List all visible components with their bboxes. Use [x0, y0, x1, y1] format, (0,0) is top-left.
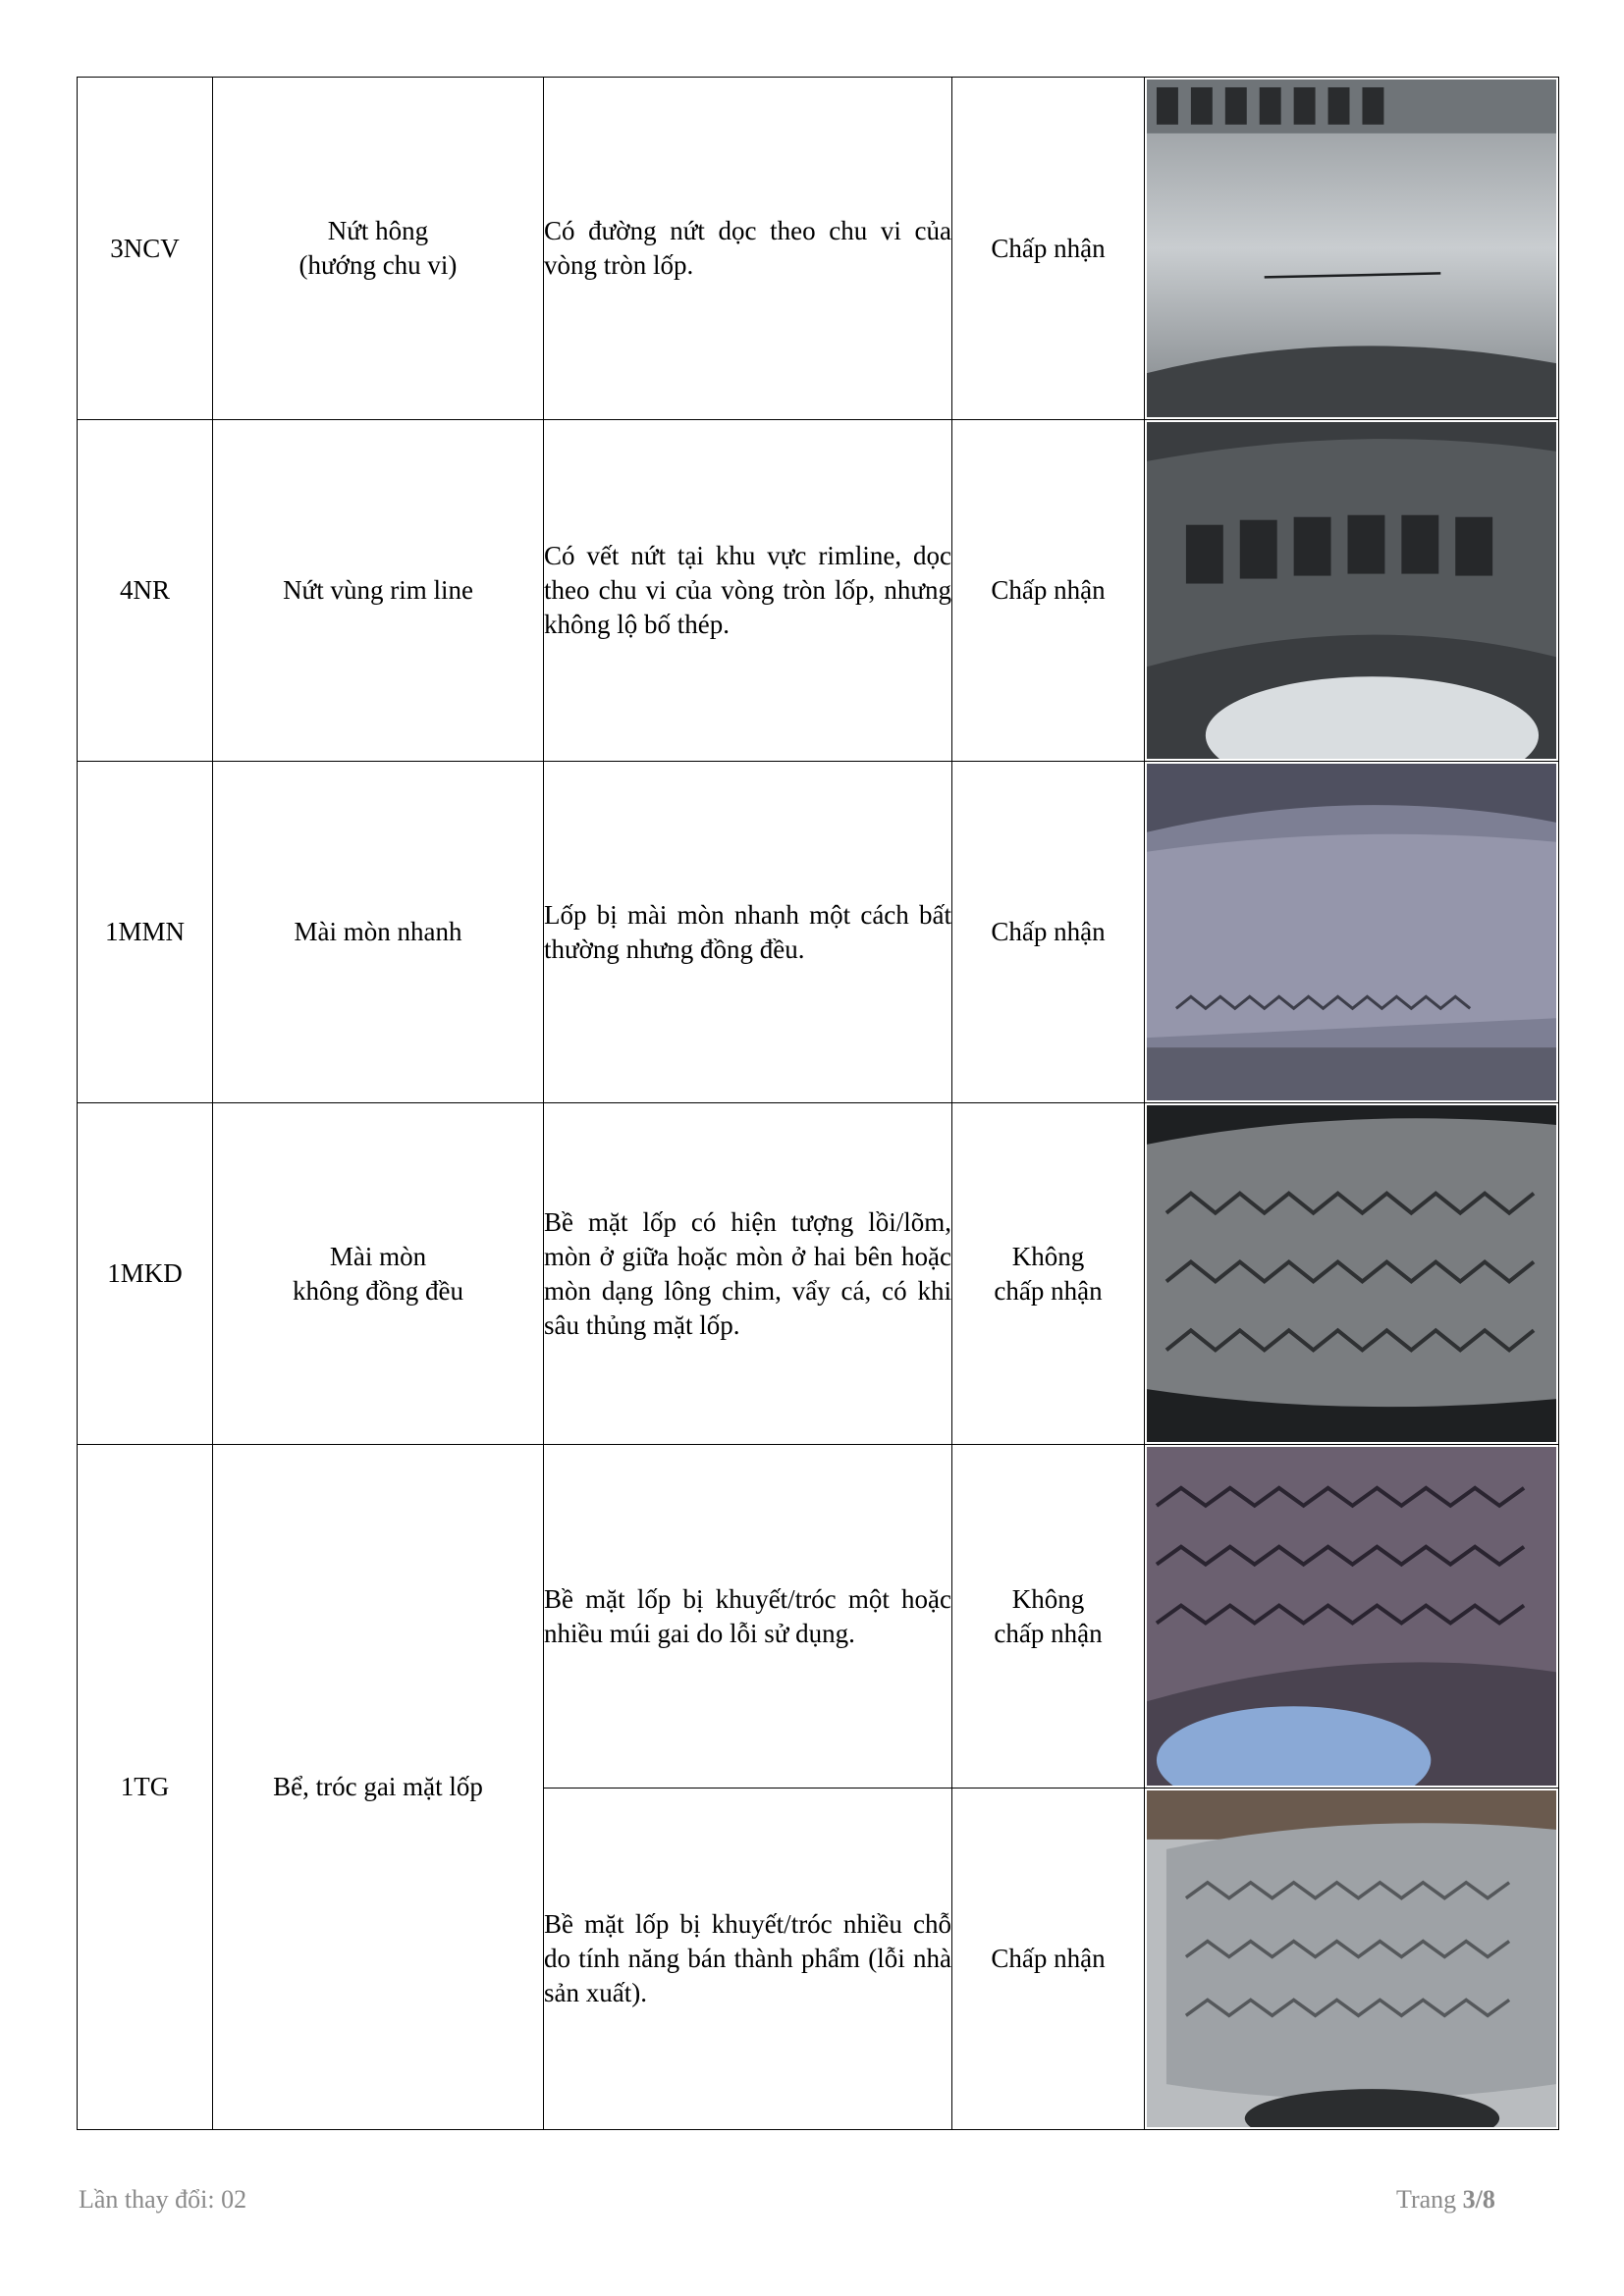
page-number [1396, 2185, 1495, 2215]
defect-verdict: Chấp nhận [952, 762, 1145, 1103]
defect-name: Nứt hông (hướng chu vi) [213, 78, 544, 420]
page-number-value: 3/8 [1462, 2185, 1495, 2214]
defect-name: Bể, tróc gai mặt lốp [213, 1445, 544, 2130]
defect-code: 1MMN [78, 762, 213, 1103]
defect-name: Nứt vùng rim line [213, 420, 544, 762]
tire-photo [1145, 1103, 1559, 1445]
defect-table [77, 77, 1559, 2130]
defect-code: 3NCV [78, 78, 213, 420]
tire-photo [1145, 420, 1559, 762]
defect-description: Lốp bị mài mòn nhanh một cách bất thường nhưng đồng đều. [544, 762, 952, 1103]
table-row [78, 762, 1559, 1103]
table-row [78, 1445, 1559, 1789]
defect-description: Có đường nứt dọc theo chu vi của vòng tròn lốp. [544, 78, 952, 420]
defect-name: Mài mòn nhanh [213, 762, 544, 1103]
tire-photo [1145, 1445, 1559, 1789]
defect-code: 1TG [78, 1445, 213, 2130]
defect-description: Bề mặt lốp bị khuyết/tróc một hoặc nhiều múi gai do lỗi sử dụng. [544, 1445, 952, 1789]
table-row [78, 78, 1559, 420]
defect-code: 4NR [78, 420, 213, 762]
page-label: Trang [1396, 2185, 1457, 2214]
table-row [78, 420, 1559, 762]
defect-description: Bề mặt lốp bị khuyết/tróc nhiều chỗ do tính năng bán thành phẩm (lỗi nhà sản xuất). [544, 1789, 952, 2130]
defect-description: Bề mặt lốp có hiện tượng lồi/lõm, mòn ở giữa hoặc mòn ở hai bên hoặc mòn dạng lông chim, vẩy cá, có khi sâu thủng mặt lốp. [544, 1103, 952, 1445]
defect-description: Có vết nứt tại khu vực rimline, dọc theo chu vi của vòng tròn lốp, nhưng không lộ bố thép. [544, 420, 952, 762]
defect-code: 1MKD [78, 1103, 213, 1445]
defect-name: Mài mòn không đồng đều [213, 1103, 544, 1445]
revision-note: Lần thay đổi: 02 [79, 2185, 247, 2214]
tire-photo [1145, 1789, 1559, 2130]
defect-verdict: Chấp nhận [952, 1789, 1145, 2130]
tire-photo [1145, 78, 1559, 420]
defect-verdict: Không chấp nhận [952, 1103, 1145, 1445]
defect-verdict: Không chấp nhận [952, 1445, 1145, 1789]
defect-verdict: Chấp nhận [952, 420, 1145, 762]
tire-photo [1145, 762, 1559, 1103]
table-row [78, 1103, 1559, 1445]
defect-verdict: Chấp nhận [952, 78, 1145, 420]
